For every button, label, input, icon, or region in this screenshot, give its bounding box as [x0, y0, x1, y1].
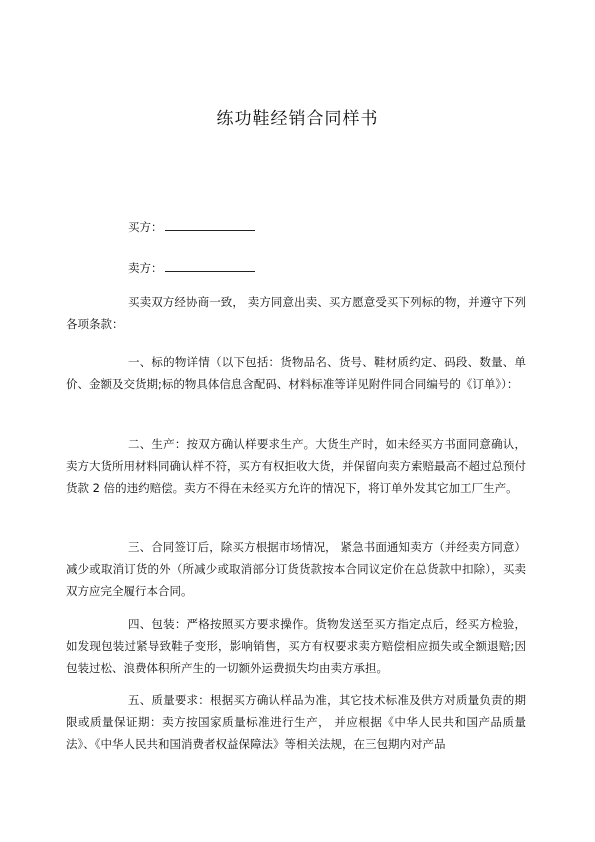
- paragraph-preamble: 买卖双方经协商一致， 卖方同意出卖、买方愿意受买下列标的物，并遵守下列各项条款：: [66, 295, 526, 331]
- buyer-label: 买方：: [128, 220, 163, 234]
- seller-line: [128, 259, 255, 276]
- buyer-blank: [165, 218, 255, 231]
- paragraph-clause-2: 二、生产：按双方确认样要求生产。大货生产时，如未经买方书面同意确认，卖方大货所用材料同确认样不符，买方有权拒收大货，并保留向卖方索赔最高不超过总预付货款 2 倍的违约赔偿。卖方不得在未经买方允许的情况下，将订单外发其它加工厂生产。: [66, 437, 526, 495]
- paragraph-clause-3: 三、合同签订后，除买方根据市场情况， 紧急书面通知卖方（并经卖方同意）减少或取消订货的外（所减少或取消部分订货货款按本合同议定价在总货款中扣除），买卖双方应完全履行本合同。: [66, 540, 526, 598]
- paragraph-clause-5: 五、质量要求：根据买方确认样品为准，其它技术标准及供方对质量负责的期限或质量保证期：卖方按国家质量标准进行生产， 并应根据《中华人民共和国产品质量法》、《中华人民共和国消费者权益保障法》等相关法规，在三包期内对产品: [66, 693, 526, 751]
- buyer-line: [128, 218, 255, 235]
- seller-label: 卖方：: [128, 261, 163, 275]
- paragraph-clause-1: 一、标的物详情（以下包括：货物品名、货号、鞋材质约定、码段、数量、单价、金额及交货期;标的物具体信息含配码、材料标准等详见附件同合同编号的《订单》）：: [66, 355, 526, 391]
- paragraph-clause-4: 四、包装：严格按照买方要求操作。货物发送至买方指定点后，经买方检验，如发现包装过紧导致鞋子变形，影响销售，买方有权要求卖方赔偿相应损失或全额退赔;因包装过松、浪费体积所产生的一切额外运费损失均由卖方承担。: [66, 617, 526, 675]
- seller-blank: [165, 259, 255, 272]
- document-title: 练功鞋经销合同样书: [216, 109, 379, 129]
